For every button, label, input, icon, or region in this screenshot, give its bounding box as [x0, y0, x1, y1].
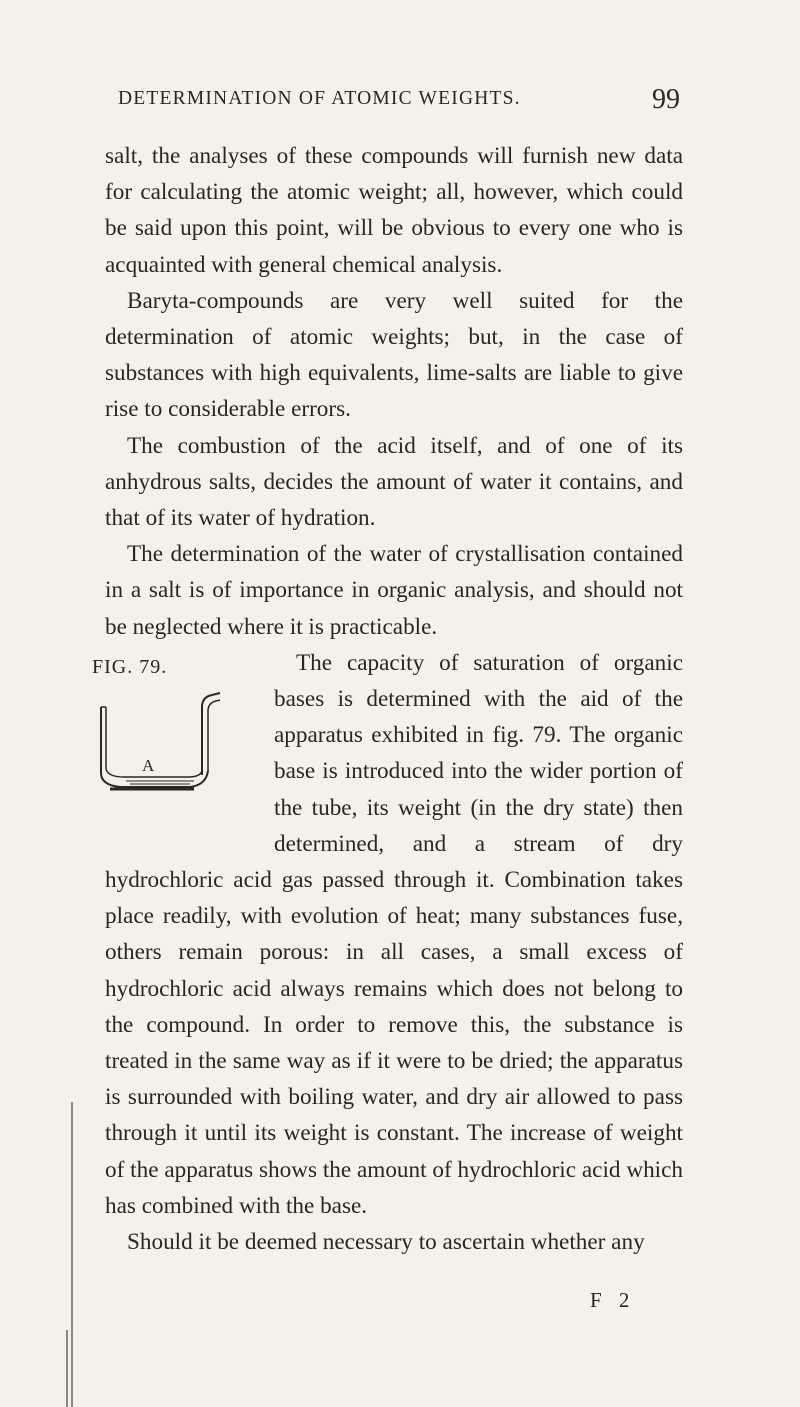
apparatus-part-label: A: [142, 755, 155, 775]
u-tube-apparatus-illustration: [90, 671, 250, 801]
paragraph-5: The capacity of saturation of organic bases is determined with the aid of the apparatus exhibited in fig. 79. The organic base is introduced into the wider portion of the tube, its weight (in the dry state) then determined, and a stream of dry hydrochloric acid gas passed through it. Combination takes place readily, with evolution of heat; many substances fuse, others remain porous: in all cases, a small excess of hydrochloric acid always remains which does not belong to the compound. In order to remove this, the substance is treated in the same way as if it were to be dried; the apparatus is surrounded with boiling water, and dry air allowed to pass through it until its weight is constant. The increase of weight of the apparatus shows the amount of hydrochloric acid which has combined with the base.: [105, 649, 683, 1219]
figure-label: FIG. 79.: [92, 655, 168, 678]
page-edge-shadow-lower: [66, 1330, 68, 1407]
paragraph-2: Baryta-compounds are very well suited for the determination of atomic weights; but, in the case of substances with high equivalents, lime-salts are liable to give rise to considerable errors.: [105, 287, 683, 423]
paragraph-1: salt, the analyses of these compounds will furnish new data for calculating the atomic weight; all, however, which could be said upon this point, will be obvious to every one who is acquainted with general chemical analysis.: [105, 143, 683, 278]
running-head: DETERMINATION OF ATOMIC WEIGHTS.: [118, 88, 521, 109]
signature-mark: F 2: [590, 1288, 636, 1312]
page-number: 99: [652, 84, 680, 115]
paragraph-6: Should it be deemed necessary to ascertain whether any: [127, 1229, 645, 1256]
paragraph-4: The determination of the water of crystallisation contained in a salt is of importance in organic analysis, and should not be neglected where it is practicable.: [105, 541, 683, 640]
figure-79: [90, 645, 260, 857]
paragraph-3: The combustion of the acid itself, and of one of its anhydrous salts, decides the amount of water it contains, and that of its water of hydration.: [105, 432, 683, 532]
page-edge-shadow: [71, 1102, 73, 1407]
body-text: [92, 138, 683, 1260]
page-header: [118, 84, 680, 124]
